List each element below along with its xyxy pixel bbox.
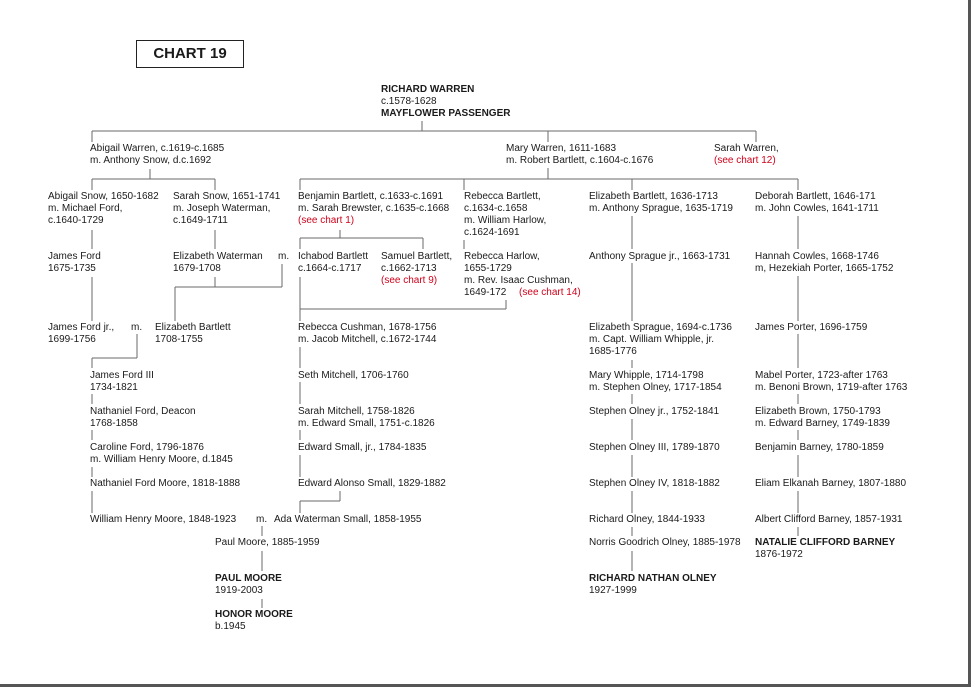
person-line: Sarah Mitchell, 1758-1826 xyxy=(298,406,415,417)
person-line: Mary Whipple, 1714-1798 xyxy=(589,370,704,381)
spouse-line: m. Anthony Sprague, 1635-1719 xyxy=(589,203,733,214)
person-line: James Porter, 1696-1759 xyxy=(755,322,868,333)
person-stephen-olney-iv xyxy=(589,478,720,490)
person-edward-alonso-small xyxy=(298,478,446,490)
person-line: Rebecca Cushman, 1678-1756 xyxy=(298,322,437,333)
chart-reference[interactable]: (see chart 12) xyxy=(714,155,776,166)
person-ichabod-bartlett xyxy=(298,251,368,275)
person-line: Deborah Bartlett, 1646-171 xyxy=(755,191,876,202)
person-line: Samuel Bartlett, xyxy=(381,251,453,262)
person-benjamin-bartlett xyxy=(298,191,449,227)
person-mary-warren xyxy=(506,143,653,167)
spouse-line: m. Jacob Mitchell, c.1672-1744 xyxy=(298,334,437,345)
person-dates: 1768-1858 xyxy=(90,418,138,429)
person-dates: 1675-1735 xyxy=(48,263,96,274)
person-mabel-porter xyxy=(755,370,907,394)
spouse-line: m, Hezekiah Porter, 1665-1752 xyxy=(755,263,894,274)
spouse-line: m. Sarah Brewster, c.1635-c.1668 xyxy=(298,203,450,214)
person-elizabeth-bartlett-1708 xyxy=(155,322,231,346)
person-dates: 1927-1999 xyxy=(589,585,637,596)
person-dates: 1734-1821 xyxy=(90,382,138,393)
person-abigail-snow xyxy=(48,191,159,227)
person-name: NATALIE CLIFFORD BARNEY xyxy=(755,537,896,548)
person-paul-moore-1919 xyxy=(215,573,282,597)
person-richard-nathan-olney xyxy=(589,573,717,597)
person-paul-moore-1885 xyxy=(215,537,320,549)
person-line: Elizabeth Bartlett, 1636-1713 xyxy=(589,191,718,202)
spouse-dates: c.1624-1691 xyxy=(464,227,520,238)
spouse-line: m. Edward Small, 1751-c.1826 xyxy=(298,418,435,429)
person-james-porter xyxy=(755,322,867,334)
person-elizabeth-waterman xyxy=(173,251,263,275)
person-name: RICHARD WARREN xyxy=(381,84,475,95)
person-line: Anthony Sprague jr., 1663-1731 xyxy=(589,251,731,262)
person-line: Caroline Ford, 1796-1876 xyxy=(90,442,204,453)
person-line: Stephen Olney IV, 1818-1882 xyxy=(589,478,720,489)
spouse-line: m. Benoni Brown, 1719-after 1763 xyxy=(755,382,908,393)
person-hannah-cowles xyxy=(755,251,893,275)
marriage-marker: m. xyxy=(256,514,268,525)
person-dates: 1699-1756 xyxy=(48,334,96,345)
person-dates: c.1662-1713 xyxy=(381,263,437,274)
person-name: HONOR MOORE xyxy=(215,609,293,620)
person-line: Benjamin Bartlett, c.1633-c.1691 xyxy=(298,191,444,202)
person-honor-moore xyxy=(215,609,293,633)
person-name: PAUL MOORE xyxy=(215,573,282,584)
person-line: Elizabeth Brown, 1750-1793 xyxy=(755,406,881,417)
person-note: MAYFLOWER PASSENGER xyxy=(381,108,511,119)
person-dates: c.1634-c.1658 xyxy=(464,203,528,214)
marriage-marker: m. xyxy=(131,322,143,333)
person-mary-whipple xyxy=(589,370,722,394)
person-line: Richard Olney, 1844-1933 xyxy=(589,514,705,525)
spouse-line: m. Capt. William Whipple, jr. xyxy=(589,334,715,345)
person-line: Elizabeth Bartlett xyxy=(155,322,231,333)
person-rebecca-bartlett xyxy=(464,191,546,239)
spouse-dates: c.1640-1729 xyxy=(48,215,104,226)
person-albert-barney xyxy=(755,514,903,526)
person-elizabeth-brown xyxy=(755,406,890,430)
spouse-line: m. John Cowles, 1641-1711 xyxy=(755,203,879,214)
person-ada-waterman-small xyxy=(274,514,422,526)
person-dates: c.1664-c.1717 xyxy=(298,263,362,274)
person-abigail-warren xyxy=(90,143,224,167)
person-sarah-mitchell xyxy=(298,406,435,430)
person-eliam-barney xyxy=(755,478,906,490)
person-line: Ichabod Bartlett xyxy=(298,251,369,262)
spouse-line: m. William Harlow, xyxy=(464,215,547,226)
person-edward-small-jr xyxy=(298,442,426,454)
spouse-dates-row xyxy=(464,287,581,299)
person-samuel-bartlett xyxy=(381,251,452,287)
spouse-line: m. William Henry Moore, d.1845 xyxy=(90,454,233,465)
person-caroline-ford xyxy=(90,442,233,466)
person-line: Mary Warren, 1611-1683 xyxy=(506,143,617,154)
person-line: Norris Goodrich Olney, 1885-1978 xyxy=(589,537,741,548)
person-line: Rebecca Harlow, xyxy=(464,251,540,262)
person-line: Edward Small, jr., 1784-1835 xyxy=(298,442,427,453)
person-dates: c.1578-1628 xyxy=(381,96,437,107)
person-richard-warren xyxy=(381,84,510,120)
person-line: Seth Mitchell, 1706-1760 xyxy=(298,370,409,381)
person-line: Sarah Warren, xyxy=(714,143,779,154)
spouse-line: m. Rev. Isaac Cushman, xyxy=(464,275,573,286)
person-benjamin-barney xyxy=(755,442,884,454)
person-line: Sarah Snow, 1651-1741 xyxy=(173,191,281,202)
spouse-dates: c.1649-1711 xyxy=(173,215,228,226)
person-line: Rebecca Bartlett, xyxy=(464,191,541,202)
spouse-line: m. Robert Bartlett, c.1604-c.1676 xyxy=(506,155,654,166)
chart-reference[interactable]: (see chart 9) xyxy=(381,275,438,286)
person-line: Paul Moore, 1885-1959 xyxy=(215,537,320,548)
person-sarah-warren xyxy=(714,143,779,167)
spouse-line: m. Anthony Snow, d.c.1692 xyxy=(90,155,212,166)
person-line: Nathaniel Ford, Deacon xyxy=(90,406,196,417)
person-line: Elizabeth Sprague, 1694-c.1736 xyxy=(589,322,732,333)
person-line: James Ford xyxy=(48,251,101,262)
person-dates: 1876-1972 xyxy=(755,549,803,560)
person-sarah-snow xyxy=(173,191,280,227)
spouse-dates: 1649-172 xyxy=(464,287,507,298)
person-norris-olney xyxy=(589,537,741,549)
person-elizabeth-bartlett xyxy=(589,191,733,215)
person-james-ford-jr xyxy=(48,322,114,346)
person-anthony-sprague-jr xyxy=(589,251,730,263)
person-dates: 1655-1729 xyxy=(464,263,512,274)
person-line: Albert Clifford Barney, 1857-1931 xyxy=(755,514,903,525)
person-seth-mitchell xyxy=(298,370,409,382)
person-line: Ada Waterman Small, 1858-1955 xyxy=(274,514,422,525)
spouse-line: m. Joseph Waterman, xyxy=(173,203,271,214)
person-line: Nathaniel Ford Moore, 1818-1888 xyxy=(90,478,241,489)
person-dates: 1708-1755 xyxy=(155,334,203,345)
spouse-line: m. Stephen Olney, 1717-1854 xyxy=(589,382,722,393)
person-rebecca-cushman xyxy=(298,322,436,346)
person-nathaniel-ford-moore xyxy=(90,478,240,490)
person-dates: 1919-2003 xyxy=(215,585,263,596)
person-elizabeth-sprague xyxy=(589,322,732,358)
person-line: Abigail Warren, c.1619-c.1685 xyxy=(90,143,225,154)
person-stephen-olney-iii xyxy=(589,442,720,454)
person-deborah-bartlett xyxy=(755,191,879,215)
person-line: Eliam Elkanah Barney, 1807-1880 xyxy=(755,478,907,489)
person-line: Abigail Snow, 1650-1682 xyxy=(48,191,159,202)
person-james-ford-iii xyxy=(90,370,154,394)
person-line: Edward Alonso Small, 1829-1882 xyxy=(298,478,446,489)
person-line: Benjamin Barney, 1780-1859 xyxy=(755,442,884,453)
person-line: Stephen Olney jr., 1752-1841 xyxy=(589,406,720,417)
person-line: Hannah Cowles, 1668-1746 xyxy=(755,251,879,262)
spouse-line: m. Michael Ford, xyxy=(48,203,123,214)
person-william-henry-moore xyxy=(90,514,236,526)
chart-title: CHART 19 xyxy=(136,40,244,68)
spouse-dates: 1685-1776 xyxy=(589,346,637,357)
person-line: Elizabeth Waterman xyxy=(173,251,263,262)
person-line: William Henry Moore, 1848-1923 xyxy=(90,514,237,525)
person-line: Stephen Olney III, 1789-1870 xyxy=(589,442,720,453)
person-james-ford xyxy=(48,251,101,275)
person-richard-olney xyxy=(589,514,705,526)
person-natalie-barney xyxy=(755,537,895,561)
spouse-line: m. Edward Barney, 1749-1839 xyxy=(755,418,890,429)
chart-reference[interactable]: (see chart 1) xyxy=(298,215,355,226)
person-stephen-olney-jr xyxy=(589,406,719,418)
person-rebecca-harlow xyxy=(464,251,581,299)
person-dates: 1679-1708 xyxy=(173,263,221,274)
person-line: James Ford III xyxy=(90,370,154,381)
person-line: Mabel Porter, 1723-after 1763 xyxy=(755,370,888,381)
person-name: RICHARD NATHAN OLNEY xyxy=(589,573,717,584)
person-dates: b.1945 xyxy=(215,621,246,632)
chart-reference[interactable]: (see chart 14) xyxy=(519,287,581,298)
marriage-marker: m. xyxy=(278,251,290,262)
person-nathaniel-ford xyxy=(90,406,196,430)
person-line: James Ford jr., xyxy=(48,322,115,333)
